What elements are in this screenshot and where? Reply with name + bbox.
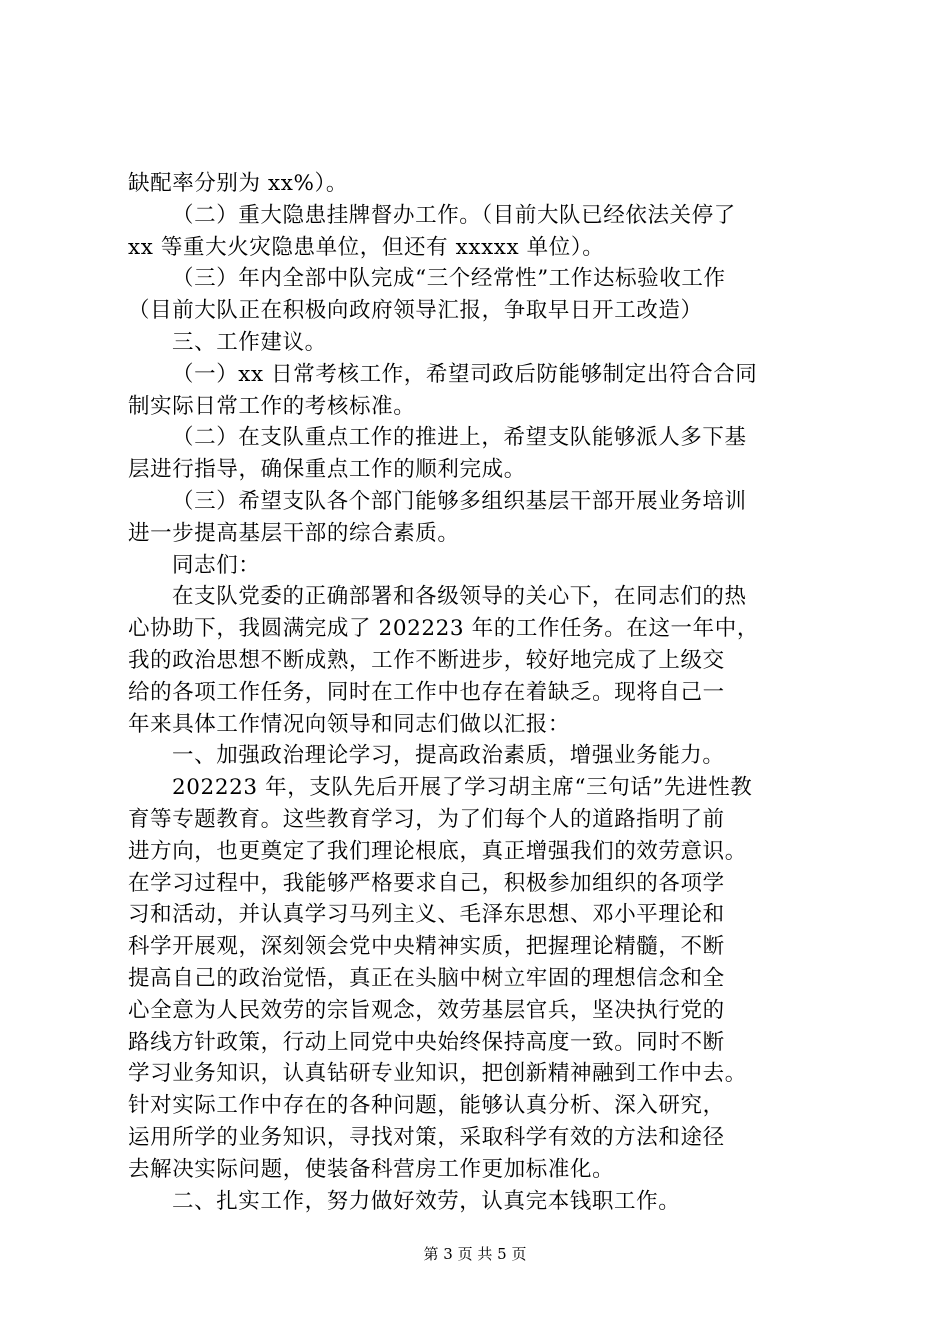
text-line: 一、加强政治理论学习，提高政治素质，增强业务能力。 (172, 743, 725, 769)
text-line: 心协助下，我圆满完成了 202223 年的工作任务。在这一年中， (128, 616, 759, 642)
text-line: 三、工作建议。 (172, 329, 327, 355)
text-line: 去解决实际问题，使装备科营房工作更加标准化。 (128, 1156, 615, 1182)
document-body (128, 168, 848, 1217)
text-line: 202223 年，支队先后开展了学习胡主席“三句话”先进性教 (172, 775, 753, 801)
text-line: 习和活动，并认真学习马列主义、毛泽东思想、邓小平理论和 (128, 902, 725, 928)
text-line: 育等专题教育。这些教育学习，为了们每个人的道路指明了前 (128, 806, 725, 832)
text-line: xx 等重大火灾隐患单位，但还有 xxxxx 单位）。 (128, 234, 605, 260)
text-line: 层进行指导，确保重点工作的顺利完成。 (128, 457, 526, 483)
text-line: （目前大队正在积极向政府领导汇报，争取早日开工改造） (128, 298, 703, 324)
text-line: 提高自己的政治觉悟，真正在头脑中树立牢固的理想信念和全 (128, 965, 725, 991)
text-line: 在学习过程中，我能够严格要求自己，积极参加组织的各项学 (128, 870, 725, 896)
text-line: 我的政治思想不断成熟，工作不断进步，较好地完成了上级交 (128, 647, 725, 673)
text-line: （三）年内全部中队完成“三个经常性”工作达标验收工作 (172, 266, 726, 292)
text-line: 给的各项工作任务，同时在工作中也存在着缺乏。现将自己一 (128, 679, 725, 705)
text-line: （一）xx 日常考核工作，希望司政后防能够制定出符合合同 (172, 361, 758, 387)
page-footer: 第 3 页 共 5 页 (423, 1245, 527, 1263)
text-line: 缺配率分别为 xx%）。 (128, 171, 348, 196)
text-line: 心全意为人民效劳的宗旨观念，效劳基层官兵，坚决执行党的 (128, 997, 725, 1023)
text-line: （三）希望支队各个部门能够多组织基层干部开展业务培训 (172, 488, 747, 514)
text-line: （二）在支队重点工作的推进上，希望支队能够派人多下基 (172, 425, 747, 451)
text-line: 运用所学的业务知识，寻找对策，采取科学有效的方法和途径 (128, 1124, 725, 1150)
text-line: 路线方针政策，行动上同党中央始终保持高度一致。同时不断 (128, 1029, 725, 1055)
text-line: 二、扎实工作，努力做好效劳，认真完本钱职工作。 (172, 1188, 681, 1214)
text-line: 年来具体工作情况向领导和同志们做以汇报： (128, 711, 571, 737)
text-line: （二）重大隐患挂牌督办工作。（目前大队已经依法关停了 (172, 202, 736, 228)
text-line: 制实际日常工作的考核标准。 (128, 393, 416, 419)
text-line: 针对实际工作中存在的各种问题，能够认真分析、深入研究， (128, 1093, 725, 1119)
text-line: 进方向，也更奠定了我们理论根底，真正增强我们的效劳意识。 (128, 838, 747, 864)
text-line: 学习业务知识，认真钻研专业知识，把创新精神融到工作中去。 (128, 1061, 747, 1087)
text-line: 进一步提高基层干部的综合素质。 (128, 520, 460, 546)
text-line: 科学开展观，深刻领会党中央精神实质，把握理论精髓，不断 (128, 934, 725, 960)
text-line: 在支队党委的正确部署和各级领导的关心下，在同志们的热 (172, 584, 747, 610)
text-line: 同志们： (172, 552, 261, 578)
